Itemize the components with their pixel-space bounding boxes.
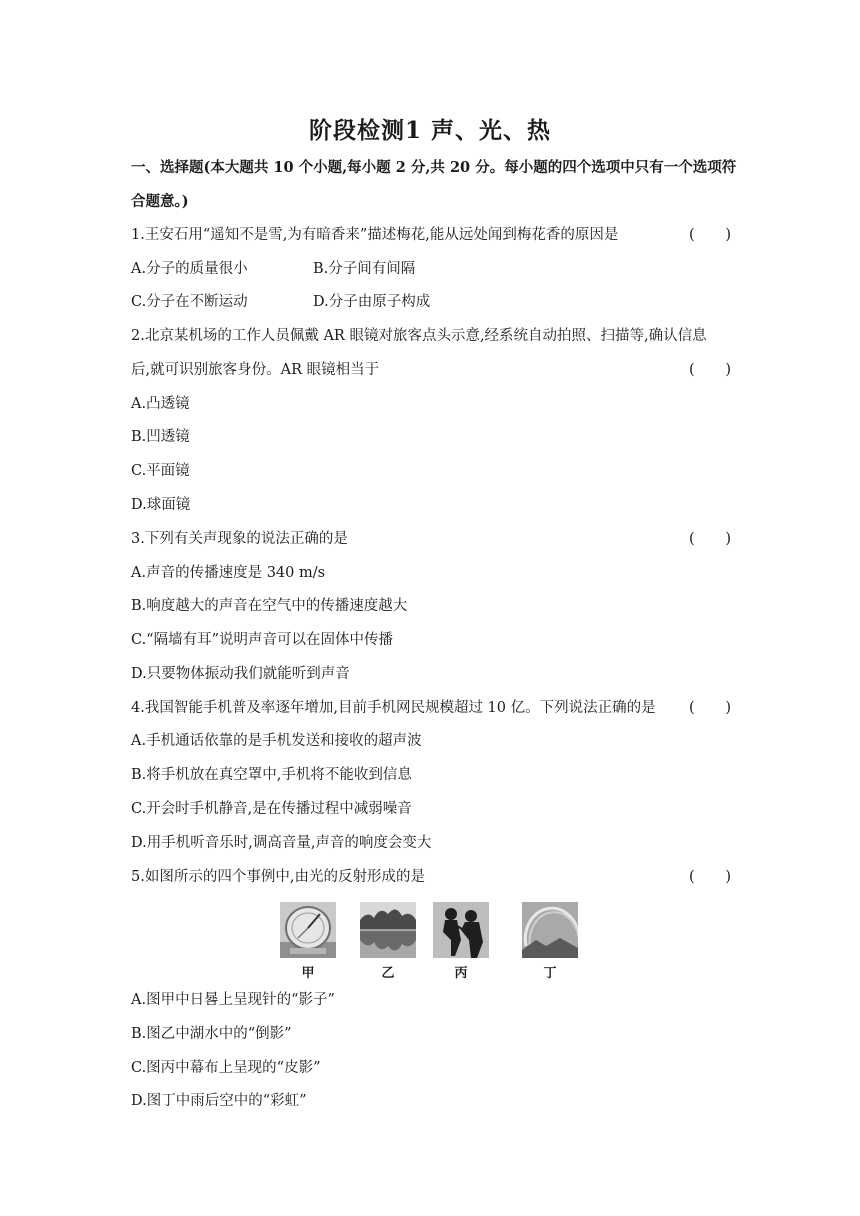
lake-reflection-image xyxy=(360,902,416,958)
figure-label-bing: 丙 xyxy=(454,966,468,981)
option-d: D.分子由原子构成 xyxy=(313,294,431,310)
bracket-close: ) xyxy=(725,227,731,243)
shadow-puppet-image xyxy=(433,902,489,958)
option-b: B.分子间有间隔 xyxy=(313,261,416,277)
question-2-option-a: A.凸透镜 xyxy=(131,396,190,412)
bracket-close: ) xyxy=(725,869,731,885)
bracket-open: ( xyxy=(689,700,695,716)
answer-bracket-4 xyxy=(689,698,731,718)
rainbow-image xyxy=(522,902,578,958)
question-3-option-d: D.只要物体振动我们就能听到声音 xyxy=(131,666,350,682)
question-5-option-c: C.图丙中幕布上呈现的“皮影” xyxy=(131,1060,321,1076)
answer-bracket-3 xyxy=(689,529,731,549)
bracket-close: ) xyxy=(725,700,731,716)
bracket-open: ( xyxy=(689,362,695,378)
question-4-option-d: D.用手机听音乐时,调高音量,声音的响度会变大 xyxy=(131,835,432,851)
bracket-close: ) xyxy=(725,362,731,378)
question-3-option-b: B.响度越大的声音在空气中的传播速度越大 xyxy=(131,598,408,614)
question-3-option-c: C.“隔墙有耳”说明声音可以在固体中传播 xyxy=(131,632,394,648)
figure-label-ding: 丁 xyxy=(543,966,557,981)
question-3-option-a: A.声音的传播速度是 340 m/s xyxy=(131,565,326,581)
question-5-option-a: A.图甲中日晷上呈现针的“影子” xyxy=(131,992,335,1008)
question-2-stem-cont: 后,就可识别旅客身份。AR 眼镜相当于 xyxy=(131,362,380,378)
answer-bracket-2 xyxy=(689,360,731,380)
question-2-stem: 2.北京某机场的工作人员佩戴 AR 眼镜对旅客点头示意,经系统自动拍照、扫描等,确认信息 xyxy=(131,328,707,344)
question-5-option-d: D.图丁中雨后空中的“彩虹” xyxy=(131,1093,307,1109)
answer-bracket-5 xyxy=(689,867,731,887)
question-2-option-d: D.球面镜 xyxy=(131,497,191,513)
question-3-stem: 3.下列有关声现象的说法正确的是 xyxy=(131,531,348,547)
answer-bracket-1 xyxy=(689,225,731,245)
bracket-open: ( xyxy=(689,869,695,885)
figure-label-jia: 甲 xyxy=(301,966,315,981)
question-1-options-row2 xyxy=(131,292,731,312)
question-1-options-row1 xyxy=(131,259,731,279)
bracket-open: ( xyxy=(689,531,695,547)
sundial-image xyxy=(280,902,336,958)
question-4-option-a: A.手机通话依靠的是手机发送和接收的超声波 xyxy=(131,733,422,749)
question-2-option-b: B.凹透镜 xyxy=(131,429,190,445)
question-5-option-b: B.图乙中湖水中的“倒影” xyxy=(131,1026,292,1042)
question-1-stem: 1.王安石用“遥知不是雪,为有暗香来”描述梅花,能从远处闻到梅花香的原因是 xyxy=(131,227,619,243)
question-2-option-c: C.平面镜 xyxy=(131,463,190,479)
option-c: C.分子在不断运动 xyxy=(131,294,248,310)
question-4-option-b: B.将手机放在真空罩中,手机将不能收到信息 xyxy=(131,767,412,783)
bracket-close: ) xyxy=(725,531,731,547)
question-4-stem: 4.我国智能手机普及率逐年增加,目前手机网民规模超过 10 亿。下列说法正确的是 xyxy=(131,700,656,716)
bracket-open: ( xyxy=(689,227,695,243)
figure-row xyxy=(0,902,860,982)
question-5-stem: 5.如图所示的四个事例中,由光的反射形成的是 xyxy=(131,869,425,885)
section-heading: 一、选择题(本大题共 10 个小题,每小题 2 分,共 20 分。每小题的四个选项中只有一个选项符 xyxy=(131,159,737,176)
page-title: 阶段检测1 声、光、热 xyxy=(308,117,551,144)
question-4-option-c: C.开会时手机静音,是在传播过程中减弱噪音 xyxy=(131,801,412,817)
option-a: A.分子的质量很小 xyxy=(131,261,248,277)
figure-label-yi: 乙 xyxy=(381,966,395,981)
section-heading-cont: 合题意。) xyxy=(131,193,189,210)
